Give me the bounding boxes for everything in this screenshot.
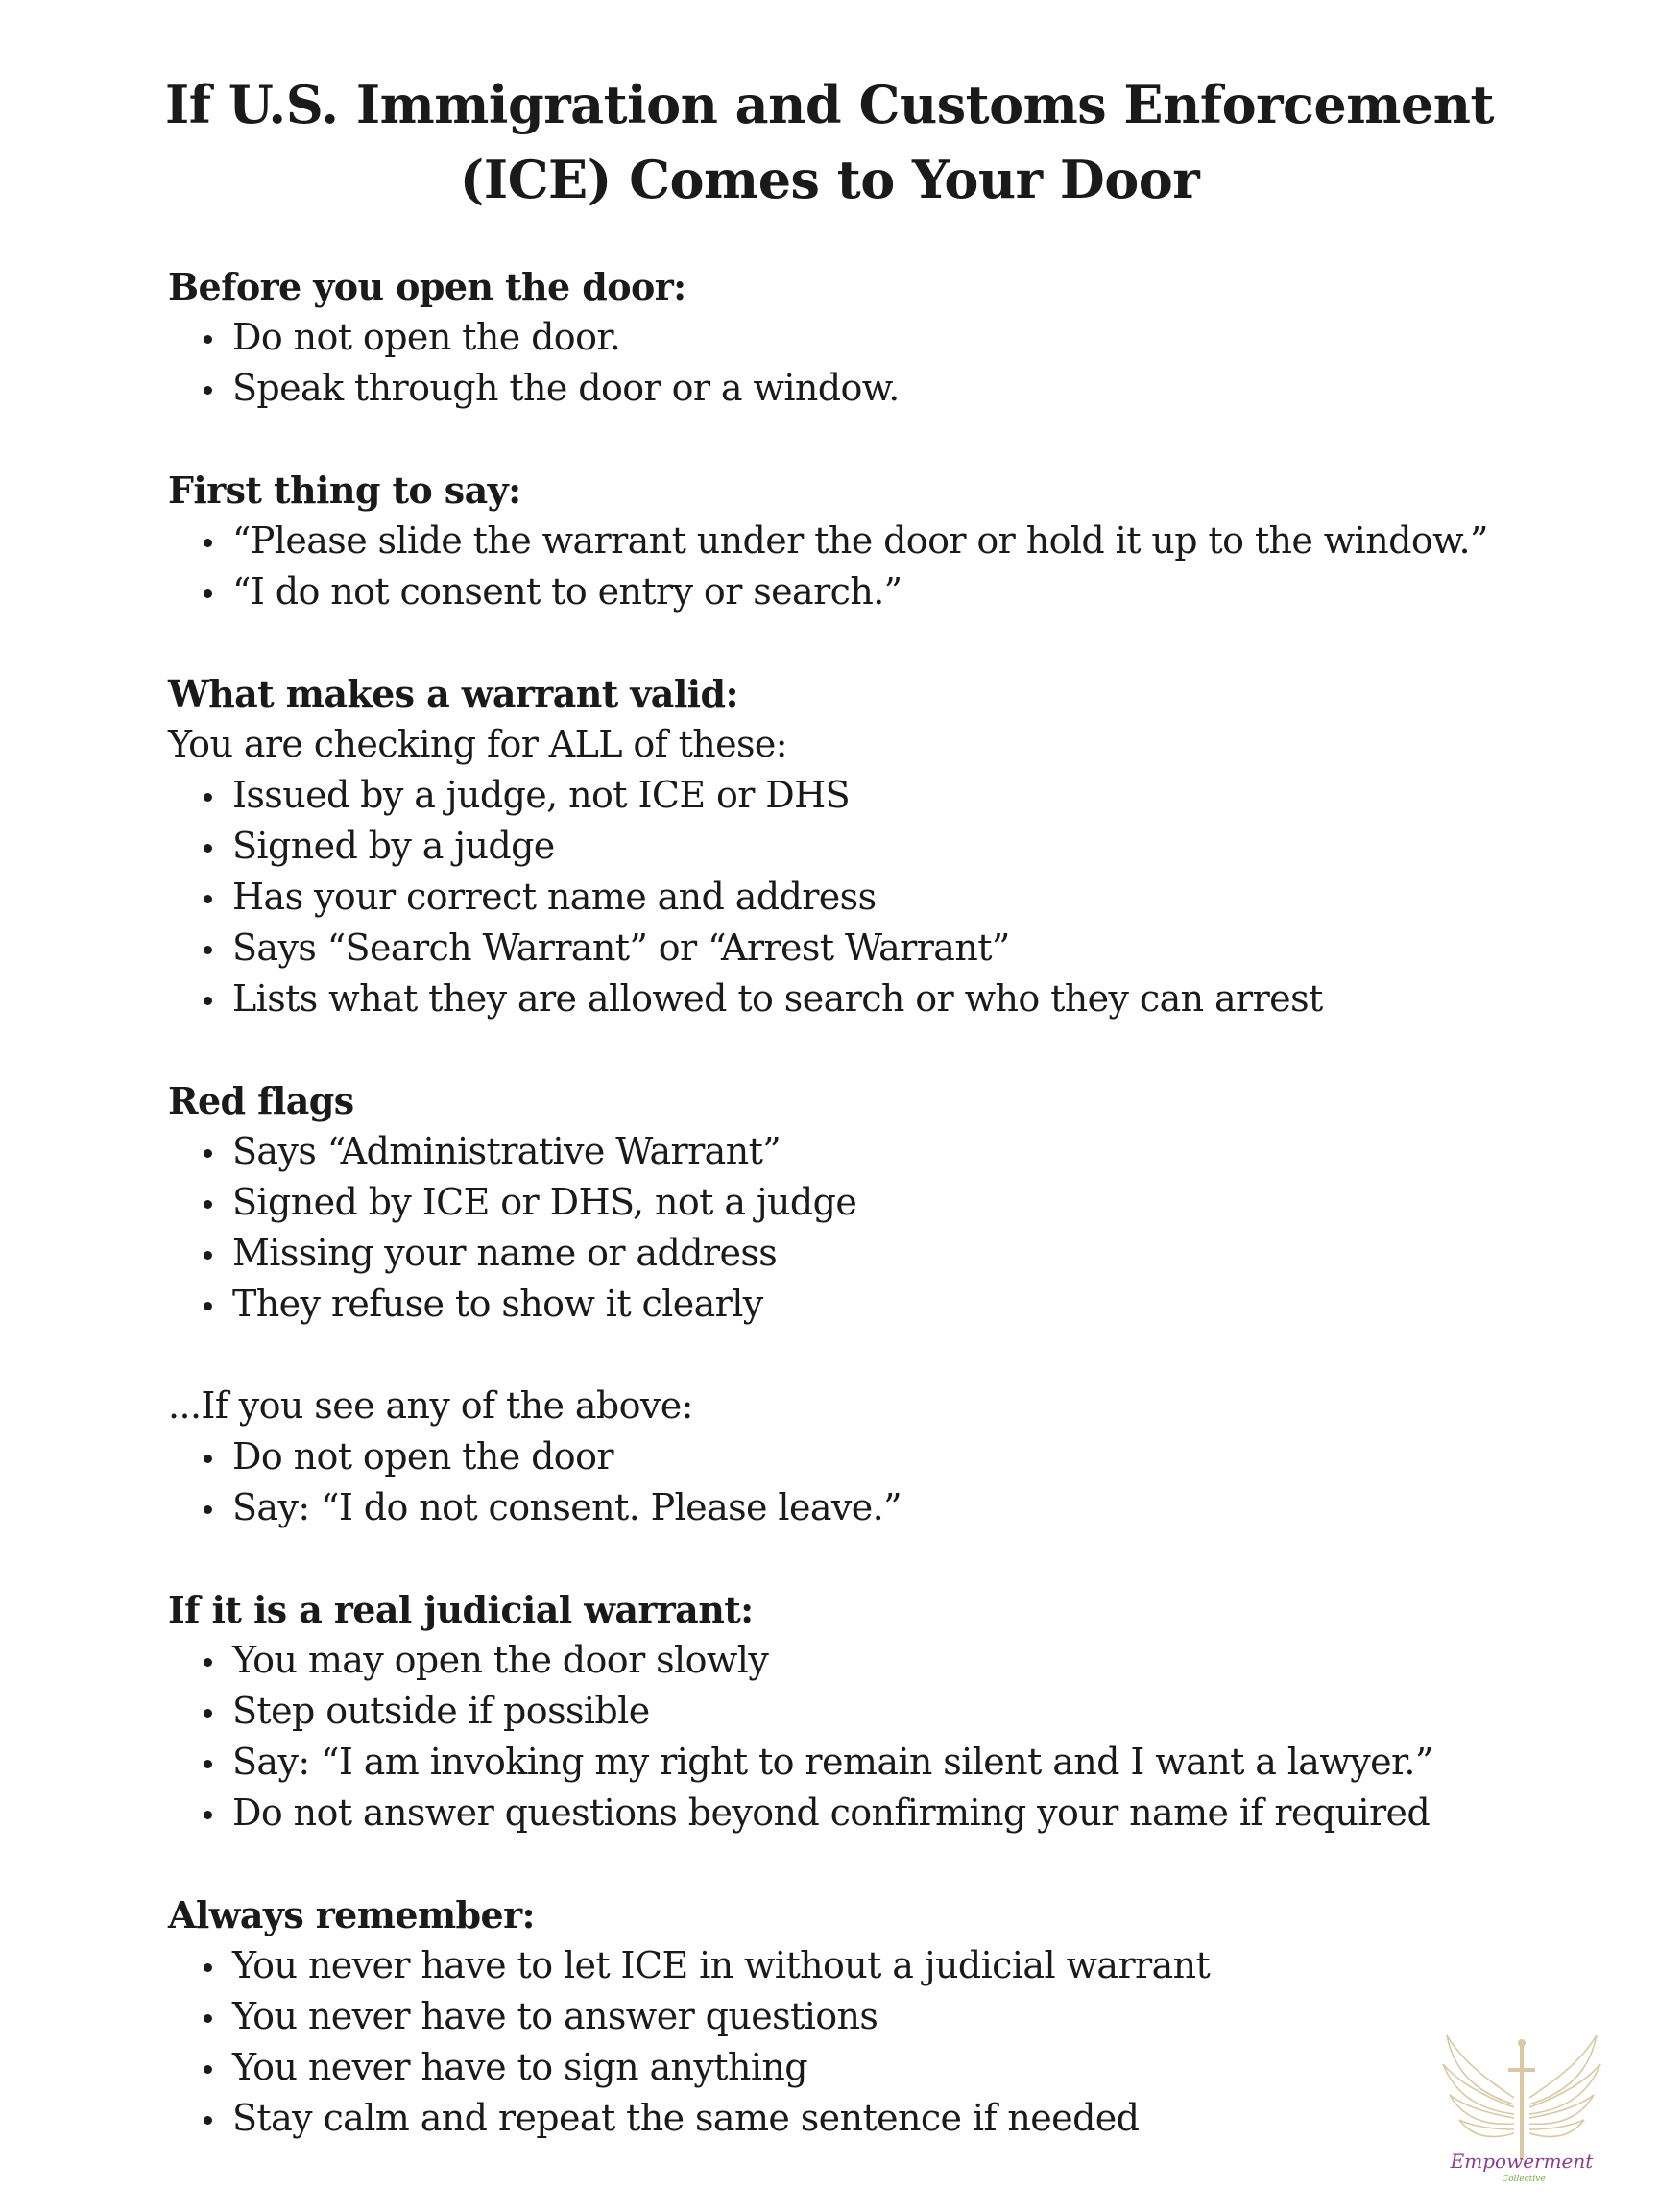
section-first-thing (168, 465, 1512, 617)
section-judicial-warrant (168, 1584, 1512, 1839)
section-heading: Before you open the door: (168, 265, 686, 308)
bullet-list (168, 770, 1512, 1024)
list-item: Issued by a judge, not ICE or DHS (168, 770, 1512, 821)
section-heading: What makes a warrant valid: (168, 672, 738, 715)
list-item: Signed by ICE or DHS, not a judge (168, 1177, 1512, 1228)
logo-wordmark: Empowerment (1450, 2150, 1594, 2173)
list-item: You may open the door slowly (168, 1635, 1512, 1686)
list-item: Stay calm and repeat the same sentence if needed (168, 2093, 1512, 2144)
list-item: Has your correct name and address (168, 872, 1512, 923)
sword-icon (1508, 2039, 1535, 2160)
list-item: Lists what they are allowed to search or who they can arrest (168, 974, 1512, 1024)
bullet-list (168, 516, 1512, 617)
empowerment-logo (1435, 2016, 1608, 2208)
logo-subtext: Collective (1502, 2175, 1546, 2184)
right-wing-feather (1529, 2035, 1597, 2104)
sword-pommel (1518, 2039, 1526, 2047)
list-item: Missing your name or address (168, 1228, 1512, 1279)
section-red-flags (168, 1075, 1512, 1330)
section-intro: You are checking for ALL of these: (168, 723, 788, 765)
bullet-list (168, 1431, 1512, 1533)
bullet-list (168, 312, 1512, 414)
sword-blade (1520, 2045, 1524, 2160)
list-item: Signed by a judge (168, 821, 1512, 872)
list-item: Do not answer questions beyond confirming your name if required (168, 1788, 1512, 1839)
section-heading: Always remember: (168, 1893, 535, 1936)
section-always-remember (168, 1889, 1512, 2144)
list-item: You never have to sign anything (168, 2042, 1512, 2093)
list-item: You never have to let ICE in without a judicial warrant (168, 1940, 1512, 1991)
bullet-list (168, 1940, 1512, 2144)
section-heading: Red flags (168, 1079, 354, 1122)
bullet-list (168, 1635, 1512, 1839)
page-title (0, 67, 1659, 217)
section-heading: First thing to say: (168, 469, 521, 512)
section-valid-warrant (168, 668, 1512, 1024)
section-if-you-see (168, 1381, 1512, 1533)
list-item: “Please slide the warrant under the door or hold it up to the window.” (168, 516, 1512, 566)
content (168, 261, 1512, 2195)
bullet-list (168, 1126, 1512, 1330)
title-line-1: If U.S. Immigration and Customs Enforcement (165, 74, 1494, 135)
list-item: Do not open the door. (168, 312, 1512, 363)
list-item: Speak through the door or a window. (168, 363, 1512, 414)
list-item: Says “Search Warrant” or “Arrest Warrant” (168, 923, 1512, 974)
list-item: You never have to answer questions (168, 1991, 1512, 2042)
section-intro: ...If you see any of the above: (168, 1384, 693, 1427)
list-item: They refuse to show it clearly (168, 1279, 1512, 1330)
list-item: Say: “I do not consent. Please leave.” (168, 1482, 1512, 1533)
section-before-door (168, 261, 1512, 414)
sword-crossguard (1508, 2068, 1535, 2072)
section-heading: If it is a real judicial warrant: (168, 1588, 754, 1631)
left-wing-feather (1447, 2035, 1514, 2104)
list-item: Step outside if possible (168, 1686, 1512, 1737)
list-item: Says “Administrative Warrant” (168, 1126, 1512, 1177)
list-item: “I do not consent to entry or search.” (168, 566, 1512, 617)
list-item: Do not open the door (168, 1431, 1512, 1482)
title-line-2: (ICE) Comes to Your Door (459, 149, 1200, 210)
list-item: Say: “I am invoking my right to remain silent and I want a lawyer.” (168, 1737, 1512, 1788)
